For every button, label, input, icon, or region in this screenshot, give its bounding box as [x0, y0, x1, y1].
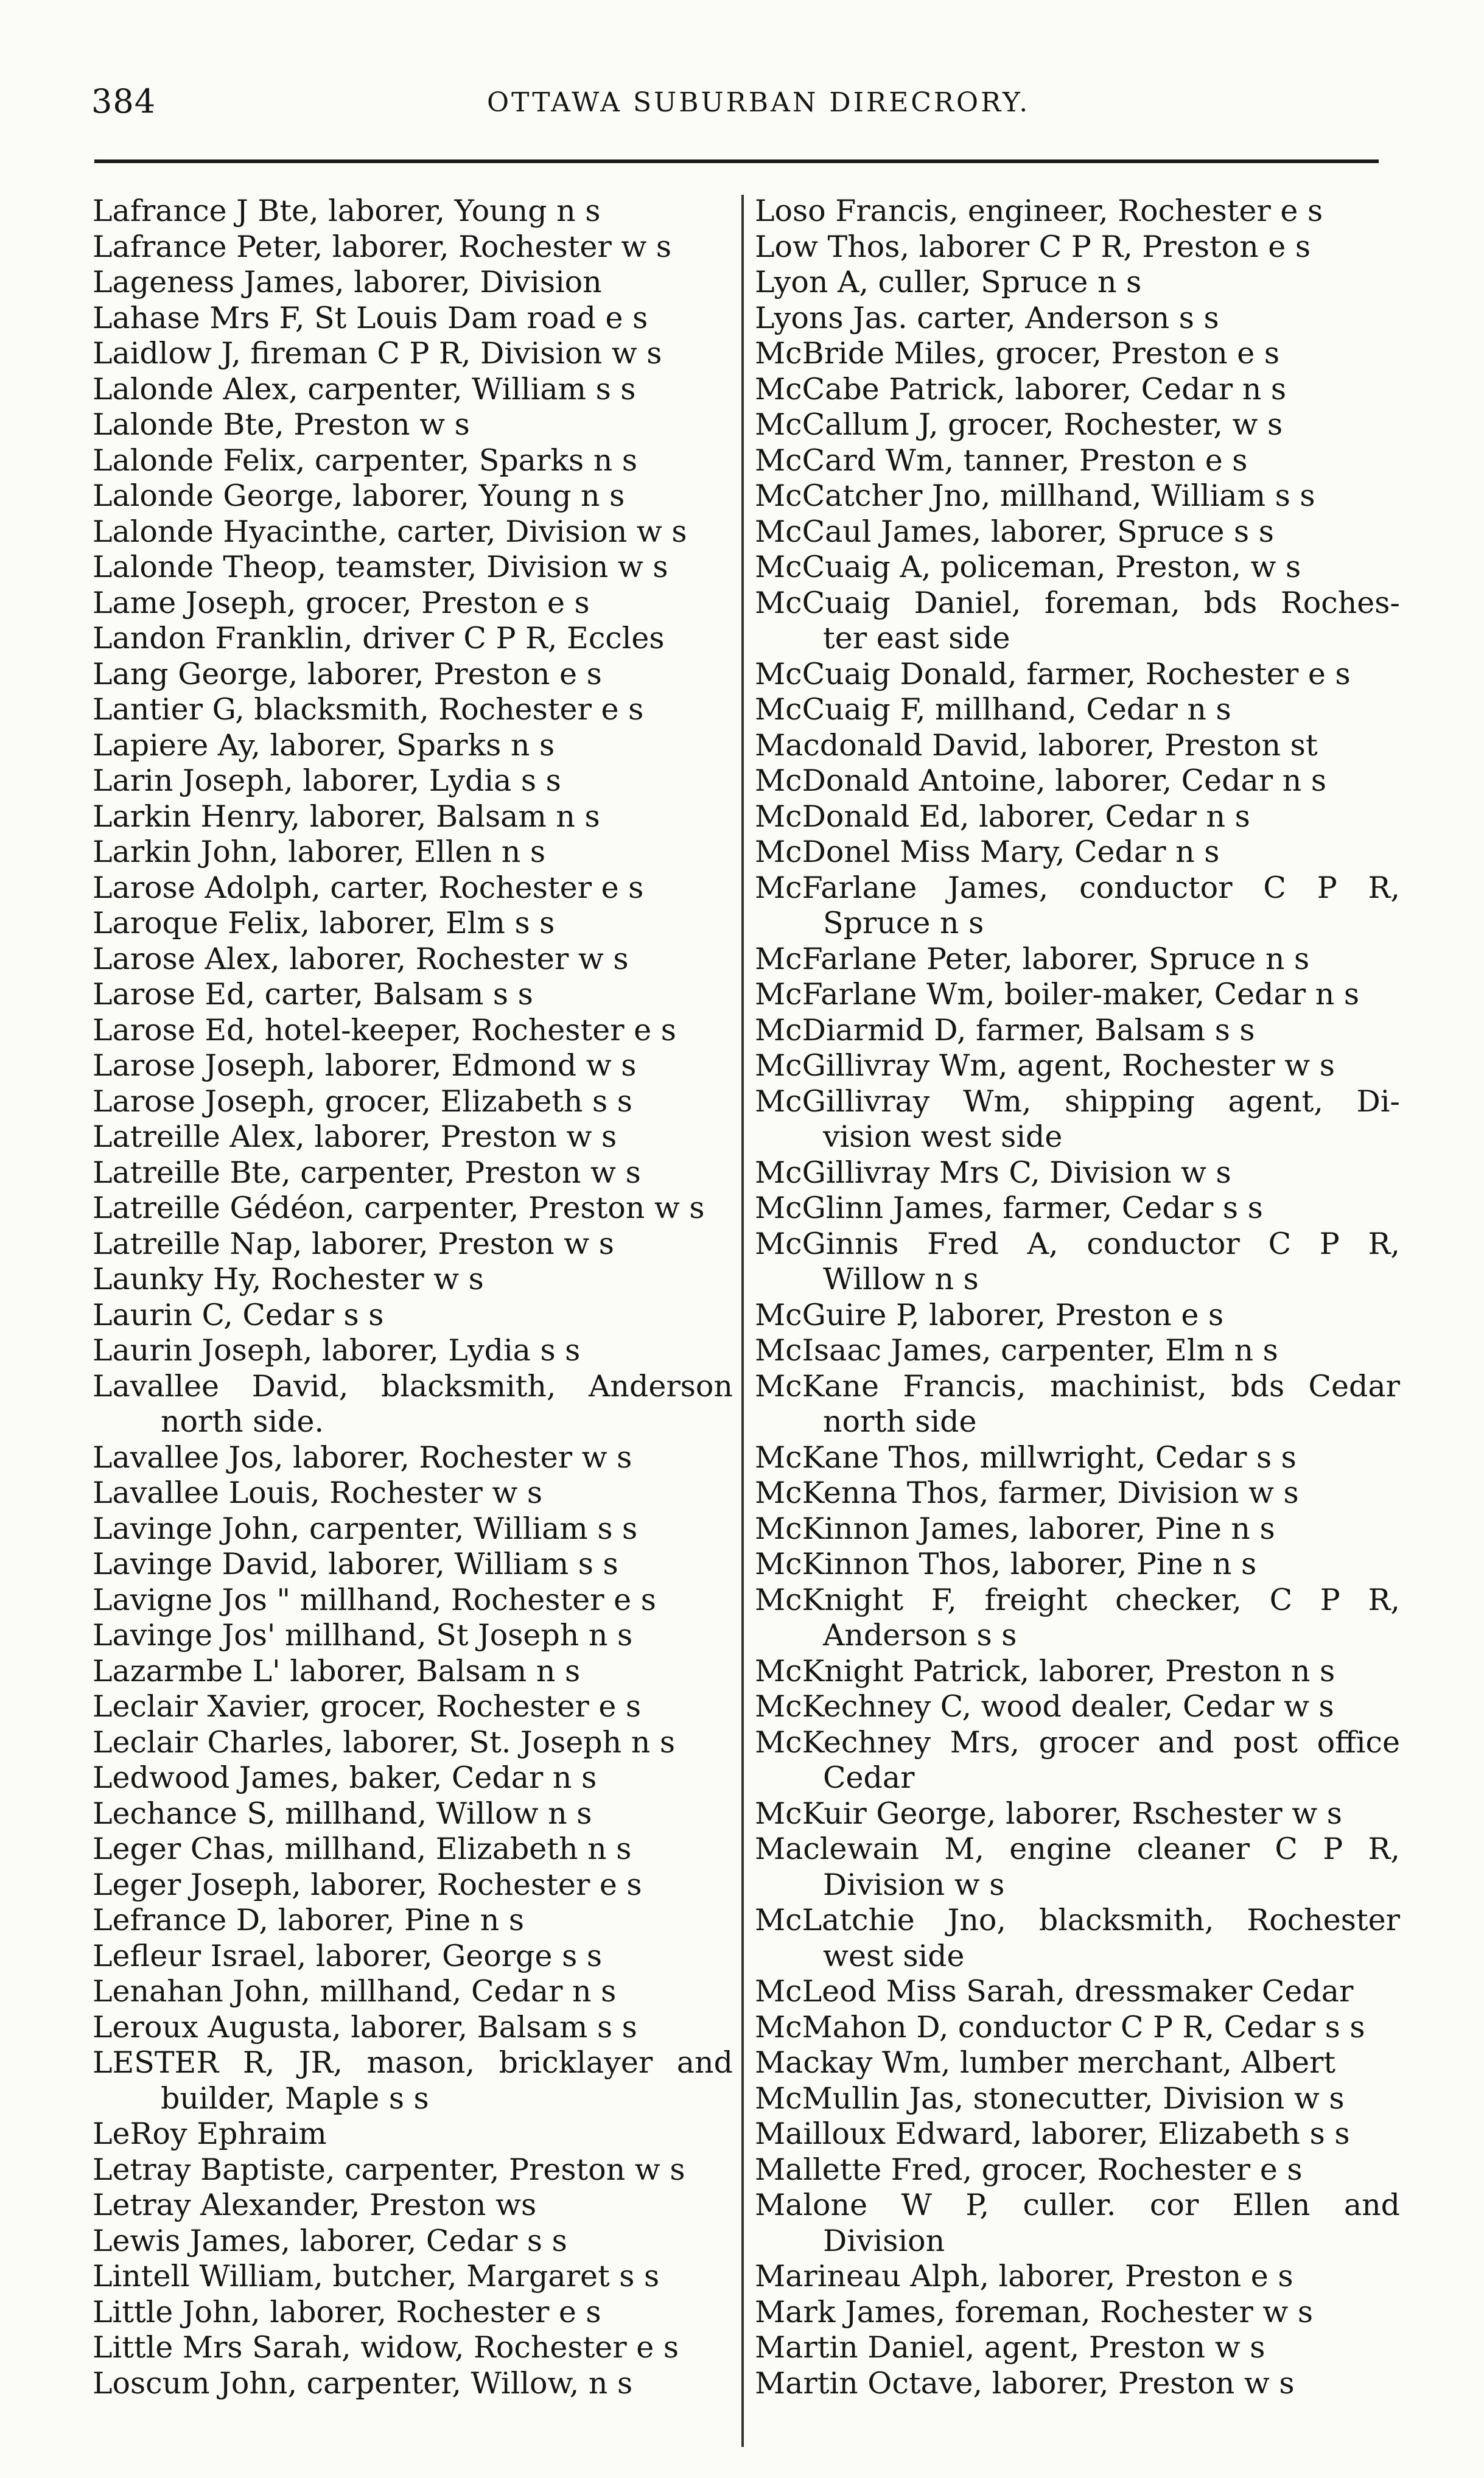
directory-entry: Lavallee David, blacksmith, Anderson — [93, 1368, 733, 1404]
directory-entry: Mallette Fred, grocer, Rochester e s — [755, 2152, 1303, 2187]
directory-entry: McCuaig Donald, farmer, Rochester e s — [755, 656, 1351, 691]
directory-entry: Lavallee Jos, laborer, Rochester w s — [93, 1440, 632, 1475]
directory-entry-continuation: north side. — [161, 1404, 324, 1439]
directory-entry: Leger Chas, millhand, Elizabeth n s — [93, 1832, 632, 1866]
directory-entry: Lalonde Felix, carpenter, Sparks n s — [93, 443, 638, 478]
directory-entry: McKuir George, laborer, Rschester w s — [755, 1796, 1342, 1831]
directory-entry: McKane Thos, millwright, Cedar s s — [755, 1440, 1297, 1475]
directory-entry: Lang George, laborer, Preston e s — [93, 656, 602, 691]
directory-entry: McKinnon James, laborer, Pine n s — [755, 1511, 1275, 1546]
directory-entry: Lavallee Louis, Rochester w s — [93, 1475, 543, 1510]
right-column — [755, 194, 1400, 2401]
directory-entry: LeRoy Ephraim — [93, 2116, 327, 2151]
directory-entry: McMullin Jas, stonecutter, Division w s — [755, 2081, 1345, 2116]
directory-entry: Letray Baptiste, carpenter, Preston w s — [93, 2152, 685, 2187]
directory-entry: Latreille Nap, laborer, Preston w s — [93, 1226, 614, 1261]
directory-entry: McGinnis Fred A, conductor C P R, — [755, 1226, 1400, 1261]
directory-entry: McCuaig A, policeman, Preston, w s — [755, 550, 1301, 584]
directory-entry: Latreille Gédéon, carpenter, Preston w s — [93, 1191, 705, 1225]
directory-entry: Leger Joseph, laborer, Rochester e s — [93, 1867, 642, 1902]
directory-entry: McKechney C, wood dealer, Cedar w s — [755, 1689, 1334, 1724]
directory-entry-continuation: Cedar — [823, 1760, 915, 1795]
directory-entry: Lalonde Theop, teamster, Division w s — [93, 550, 668, 584]
directory-entry: McCard Wm, tanner, Preston e s — [755, 443, 1248, 478]
directory-entry: Larose Joseph, laborer, Edmond w s — [93, 1048, 637, 1083]
directory-entry: Lageness James, laborer, Division — [93, 265, 602, 299]
directory-entry: Lalonde George, laborer, Young n s — [93, 478, 625, 513]
directory-entry: Letray Alexander, Preston ws — [93, 2188, 537, 2222]
directory-entry-continuation: Division — [823, 2223, 945, 2258]
left-column — [93, 194, 733, 2401]
directory-entry: Lalonde Hyacinthe, carter, Division w s — [93, 514, 687, 549]
directory-entry: McGillivray Wm, agent, Rochester w s — [755, 1048, 1335, 1083]
directory-entry: McBride Miles, grocer, Preston e s — [755, 336, 1279, 371]
directory-entry: Maclewain M, engine cleaner C P R, — [755, 1832, 1400, 1866]
directory-entry: Lavinge David, laborer, William s s — [93, 1547, 618, 1581]
directory-entry: Larose Adolph, carter, Rochester e s — [93, 870, 644, 905]
directory-entry: McFarlane James, conductor C P R, — [755, 870, 1400, 905]
directory-entry-continuation: Spruce n s — [823, 906, 984, 940]
directory-entry: Leclair Charles, laborer, St. Joseph n s — [93, 1724, 676, 1760]
directory-entry: Low Thos, laborer C P R, Preston e s — [755, 229, 1311, 264]
directory-entry: Lazarmbe L' laborer, Balsam n s — [93, 1653, 581, 1689]
header-rule — [94, 159, 1379, 163]
directory-entry-continuation: west side — [823, 1938, 965, 1973]
column-divider — [741, 195, 744, 2447]
directory-entry: Lefleur Israel, laborer, George s s — [93, 1938, 602, 1973]
directory-entry: Lame Joseph, grocer, Preston e s — [93, 585, 590, 620]
directory-entry: Mackay Wm, lumber merchant, Albert — [755, 2045, 1336, 2080]
directory-entry: Mark James, foreman, Rochester w s — [755, 2294, 1314, 2329]
directory-entry-continuation: builder, Maple s s — [161, 2081, 429, 2116]
directory-entry: LESTER R, JR, mason, bricklayer and — [93, 2045, 733, 2080]
directory-entry: Lavinge Jos' millhand, St Joseph n s — [93, 1618, 633, 1653]
directory-entry: Loso Francis, engineer, Rochester e s — [755, 194, 1323, 228]
directory-entry: Landon Franklin, driver C P R, Eccles — [93, 621, 665, 656]
directory-entry: Lalonde Bte, Preston w s — [93, 407, 470, 442]
directory-entry: Launky Hy, Rochester w s — [93, 1262, 484, 1297]
directory-entry: Lafrance Peter, laborer, Rochester w s — [93, 229, 672, 264]
directory-entry: Lechance S, millhand, Willow n s — [93, 1796, 592, 1831]
directory-entry: McCallum J, grocer, Rochester, w s — [755, 407, 1283, 442]
running-title: OTTAWA SUBURBAN DIRECRORY. — [487, 87, 1031, 118]
directory-entry: Larkin Henry, laborer, Balsam n s — [93, 799, 600, 834]
directory-entry-continuation: north side — [823, 1404, 977, 1439]
directory-entry: McKenna Thos, farmer, Division w s — [755, 1475, 1299, 1510]
directory-entry: Lantier G, blacksmith, Rochester e s — [93, 692, 644, 727]
directory-entry: McKane Francis, machinist, bds Cedar — [755, 1368, 1400, 1404]
directory-entry: Larkin John, laborer, Ellen n s — [93, 835, 545, 869]
directory-entry: Lyons Jas. carter, Anderson s s — [755, 300, 1219, 335]
directory-entry: McGuire P, laborer, Preston e s — [755, 1297, 1224, 1332]
directory-entry: Lefrance D, laborer, Pine n s — [93, 1903, 524, 1937]
directory-entry: McKnight Patrick, laborer, Preston n s — [755, 1653, 1335, 1689]
page-header — [91, 82, 1400, 137]
directory-entry: McDonald Ed, laborer, Cedar n s — [755, 799, 1250, 834]
directory-entry: McLeod Miss Sarah, dressmaker Cedar — [755, 1974, 1354, 2009]
directory-entry-continuation: vision west side — [823, 1119, 1063, 1154]
directory-entry: Lapiere Ay, laborer, Sparks n s — [93, 727, 555, 763]
directory-entry: McKinnon Thos, laborer, Pine n s — [755, 1547, 1257, 1581]
directory-entry: McKnight F, freight checker, C P R, — [755, 1582, 1400, 1617]
directory-entry: McFarlane Peter, laborer, Spruce n s — [755, 941, 1310, 976]
directory-entry: Larin Joseph, laborer, Lydia s s — [93, 763, 561, 798]
directory-entry: McCatcher Jno, millhand, William s s — [755, 478, 1315, 513]
directory-entry: Leroux Augusta, laborer, Balsam s s — [93, 2009, 637, 2045]
directory-entry: McLatchie Jno, blacksmith, Rochester — [755, 1903, 1400, 1937]
directory-entry: Lafrance J Bte, laborer, Young n s — [93, 194, 601, 228]
page-number: 384 — [91, 82, 156, 121]
directory-entry: McMahon D, conductor C P R, Cedar s s — [755, 2009, 1365, 2045]
directory-entry: Lyon A, culler, Spruce n s — [755, 265, 1142, 299]
directory-entry: McFarlane Wm, boiler-maker, Cedar n s — [755, 977, 1360, 1012]
directory-entry: Leclair Xavier, grocer, Rochester e s — [93, 1689, 642, 1724]
directory-entry-continuation: ter east side — [823, 621, 1010, 656]
directory-entry: Laroque Felix, laborer, Elm s s — [93, 906, 555, 940]
directory-entry-continuation: Division w s — [823, 1867, 1005, 1902]
directory-entry: Larose Alex, laborer, Rochester w s — [93, 941, 629, 976]
directory-entry: Marineau Alph, laborer, Preston e s — [755, 2259, 1293, 2294]
directory-entry: Little John, laborer, Rochester e s — [93, 2294, 601, 2329]
directory-entry: Ledwood James, baker, Cedar n s — [93, 1760, 597, 1795]
directory-entry: McCaul James, laborer, Spruce s s — [755, 514, 1274, 549]
directory-entry: Larose Joseph, grocer, Elizabeth s s — [93, 1083, 632, 1119]
directory-entry: McDonel Miss Mary, Cedar n s — [755, 835, 1220, 869]
directory-entry: McGlinn James, farmer, Cedar s s — [755, 1191, 1263, 1225]
directory-entry: McIsaac James, carpenter, Elm n s — [755, 1333, 1278, 1368]
directory-entry: McGillivray Wm, shipping agent, Di- — [755, 1083, 1400, 1119]
directory-entry: Laidlow J, fireman C P R, Division w s — [93, 336, 662, 371]
directory-entry: Lewis James, laborer, Cedar s s — [93, 2223, 567, 2258]
directory-entry: McGillivray Mrs C, Division w s — [755, 1155, 1231, 1190]
directory-entry: Martin Daniel, agent, Preston w s — [755, 2330, 1265, 2365]
directory-entry: Laurin Joseph, laborer, Lydia s s — [93, 1333, 581, 1368]
directory-entry-continuation: Anderson s s — [823, 1618, 1017, 1653]
directory-entry: Lalonde Alex, carpenter, William s s — [93, 371, 636, 407]
directory-entry: McKechney Mrs, grocer and post office — [755, 1724, 1400, 1760]
directory-entry: Larose Ed, hotel-keeper, Rochester e s — [93, 1012, 676, 1048]
directory-entry: Malone W P, culler. cor Ellen and — [755, 2188, 1400, 2222]
directory-entry: Larose Ed, carter, Balsam s s — [93, 977, 533, 1012]
directory-entry: McCabe Patrick, laborer, Cedar n s — [755, 371, 1287, 407]
directory-entry: McDiarmid D, farmer, Balsam s s — [755, 1012, 1255, 1048]
directory-entry: Lavigne Jos " millhand, Rochester e s — [93, 1582, 656, 1617]
directory-entry: Latreille Bte, carpenter, Preston w s — [93, 1155, 641, 1190]
directory-entry: Lenahan John, millhand, Cedar n s — [93, 1974, 617, 2009]
directory-entry: Little Mrs Sarah, widow, Rochester e s — [93, 2330, 679, 2365]
directory-entry: McDonald Antoine, laborer, Cedar n s — [755, 763, 1327, 798]
directory-entry: McCuaig F, millhand, Cedar n s — [755, 692, 1231, 727]
directory-entry: McCuaig Daniel, foreman, bds Roches- — [755, 585, 1400, 620]
directory-entry: Lahase Mrs F, St Louis Dam road e s — [93, 300, 648, 335]
directory-entry: Laurin C, Cedar s s — [93, 1297, 384, 1332]
directory-entry: Loscum John, carpenter, Willow, n s — [93, 2365, 633, 2401]
directory-entry: Latreille Alex, laborer, Preston w s — [93, 1119, 617, 1154]
directory-entry: Lavinge John, carpenter, William s s — [93, 1511, 638, 1546]
directory-entry-continuation: Willow n s — [823, 1262, 979, 1297]
directory-entry: Macdonald David, laborer, Preston st — [755, 727, 1318, 763]
directory-entry: Martin Octave, laborer, Preston w s — [755, 2365, 1295, 2401]
directory-entry: Mailloux Edward, laborer, Elizabeth s s — [755, 2116, 1350, 2151]
directory-entry: Lintell William, butcher, Margaret s s — [93, 2259, 660, 2294]
